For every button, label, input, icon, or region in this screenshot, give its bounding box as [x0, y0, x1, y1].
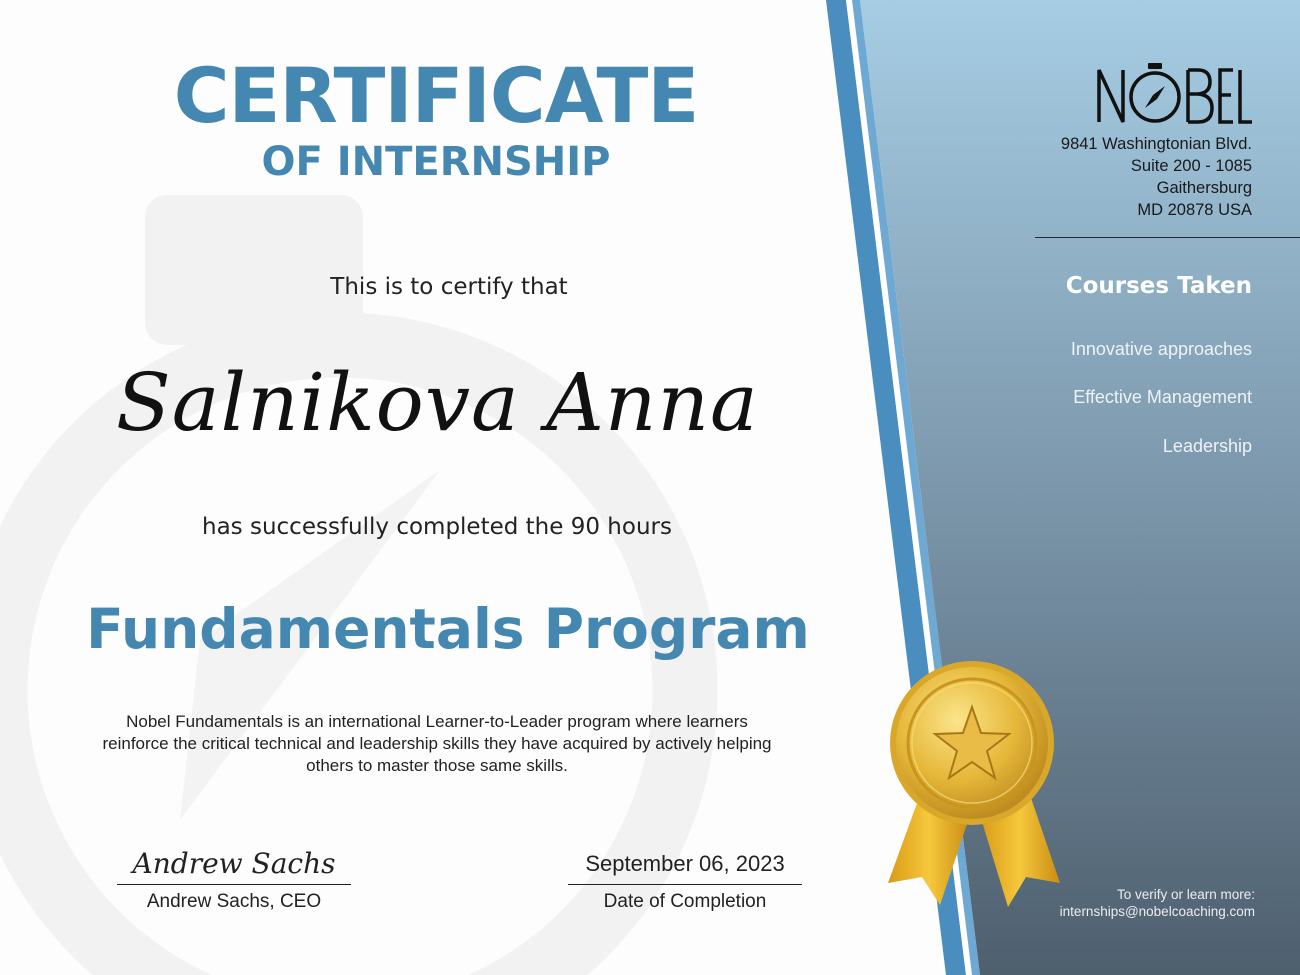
course-item: Leadership — [1162, 436, 1252, 456]
courses-title: Courses Taken — [1065, 273, 1252, 299]
nobel-logo — [1096, 62, 1254, 126]
date-caption: Date of Completion — [603, 891, 767, 912]
signature-line — [117, 884, 351, 885]
address-line: Gaithersburg — [1156, 179, 1252, 197]
ceo-signature-block — [117, 846, 351, 913]
verify-info — [1060, 886, 1255, 920]
course-item: Effective Management — [1073, 387, 1252, 407]
ceo-signature: Andrew Sachs — [132, 847, 336, 880]
date-line — [568, 884, 802, 885]
organization-address — [1061, 133, 1252, 221]
address-line: 9841 Washingtonian Blvd. — [1060, 135, 1252, 153]
program-name: Fundamentals Program — [86, 597, 810, 661]
completion-text: has successfully completed the 90 hours — [202, 514, 672, 540]
recipient-name: Salnikova Anna — [116, 356, 759, 449]
date-block — [568, 846, 802, 913]
verify-text: To verify or learn more: — [1116, 887, 1255, 902]
completion-date: September 06, 2023 — [585, 851, 785, 876]
certificate-title: CERTIFICATE — [173, 51, 699, 140]
address-line: Suite 200 - 1085 — [1130, 157, 1252, 175]
address-line: MD 20878 USA — [1137, 201, 1252, 219]
program-description: Nobel Fundamentals is an international Learner-to-Leader program where learners reinforce the critical technical and leadership skills they have acquired by actively helping others to master those same skills. — [102, 712, 772, 775]
certify-text: This is to certify that — [330, 274, 568, 300]
panel-divider — [1035, 237, 1300, 238]
verify-email-link[interactable]: internships@nobelcoaching.com — [1059, 904, 1255, 919]
compass-icon — [1131, 63, 1179, 121]
gold-star-medal-icon — [880, 655, 1070, 915]
ceo-caption: Andrew Sachs, CEO — [146, 891, 322, 912]
course-item: Innovative approaches — [1070, 339, 1252, 359]
certificate-subtitle: OF INTERNSHIP — [261, 139, 611, 185]
